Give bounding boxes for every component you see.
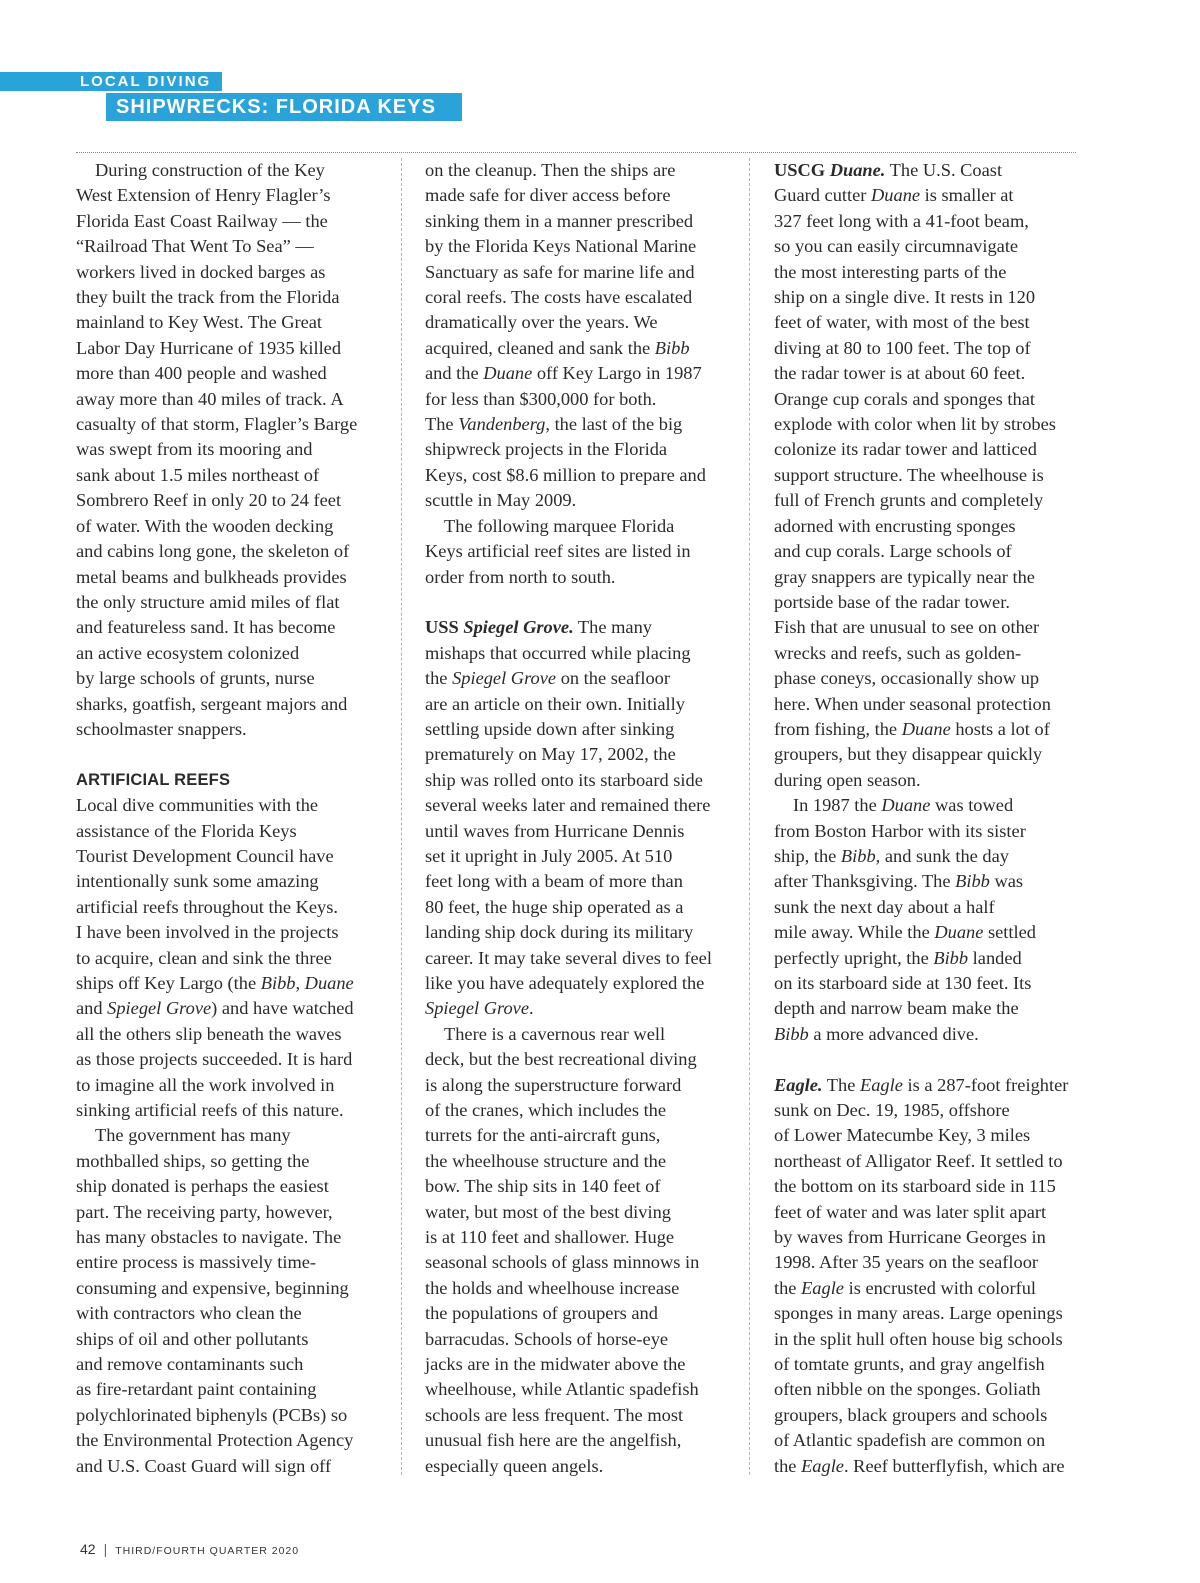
text-run: Spiegel Grove	[107, 998, 212, 1019]
text-run: Eagle	[801, 1277, 844, 1298]
text-line: on the cleanup. Then the ships are	[425, 160, 676, 180]
text-line: as fire-retardant paint containing	[76, 1379, 317, 1400]
text-run: The many	[573, 617, 652, 638]
text-line	[76, 996, 381, 1021]
text-line: set it upright in July 2005. At 510	[425, 845, 673, 866]
text-line: During construction of the Key	[95, 160, 325, 180]
text-line: the holds and wheelhouse increase	[425, 1277, 680, 1298]
text-line	[425, 666, 730, 691]
text-line: an active ecosystem colonized	[76, 642, 300, 663]
text-run: ships off Key Largo (the	[76, 972, 261, 993]
header-rule	[76, 152, 1076, 153]
text-line: Local dive communities with the	[76, 795, 319, 816]
text-line: bow. The ship sits in 140 feet of	[425, 1176, 661, 1197]
text-line: turrets for the anti-aircraft guns,	[425, 1125, 661, 1146]
text-line: ships of oil and other pollutants	[76, 1328, 309, 1349]
footer-separator: |	[103, 1541, 108, 1557]
text-line	[76, 971, 381, 996]
text-line: mishaps that occurred while placing	[425, 642, 691, 663]
text-line: they built the track from the Florida	[76, 287, 340, 308]
text-line: assistance of the Florida Keys	[76, 820, 297, 841]
text-line: mainland to Key West. The Great	[76, 312, 323, 333]
text-line: is along the superstructure forward	[425, 1074, 682, 1095]
text-run: is a 287-foot freighter	[902, 1074, 1069, 1095]
text-run: ) and have watched	[211, 998, 354, 1019]
text-line: was swept from its mooring and	[76, 439, 313, 460]
text-run: Duane	[881, 795, 931, 816]
text-line	[425, 615, 730, 640]
text-line: Sombrero Reef in only 20 to 24 feet	[76, 490, 342, 511]
text-line: Keys artificial reef sites are listed in	[425, 541, 691, 562]
text-line: to acquire, clean and sink the three	[76, 947, 332, 968]
text-run: , the last of the big	[545, 414, 683, 435]
text-line: diving at 80 to 100 feet. The top of	[774, 337, 1031, 358]
text-line: feet of water and was later split apart	[774, 1201, 1047, 1222]
text-line	[774, 1022, 1079, 1047]
text-line: deck, but the best recreational diving	[425, 1049, 697, 1070]
text-line: mothballed ships, so getting the	[76, 1150, 310, 1171]
text-line: away more than 40 miles of track. A	[76, 388, 344, 409]
paragraph-gap	[76, 742, 381, 767]
text-run: USCG	[774, 160, 830, 180]
text-line: to imagine all the work involved in	[76, 1074, 335, 1095]
text-line: depth and narrow beam make the	[774, 998, 1019, 1019]
text-run: the	[774, 1277, 802, 1298]
text-line: the Environmental Protection Agency	[76, 1430, 354, 1451]
text-run: Duane	[483, 363, 533, 384]
text-line: until waves from Hurricane Dennis	[425, 820, 685, 841]
column-divider	[401, 158, 402, 1475]
text-line: is at 110 feet and shallower. Huge	[425, 1227, 675, 1248]
text-line	[774, 946, 1079, 971]
text-line: dramatically over the years. We	[425, 312, 658, 333]
text-run: . Reef butterflyfish, which are	[843, 1455, 1065, 1476]
text-run: acquired, cleaned and sank the	[425, 337, 655, 358]
text-column-2	[425, 158, 730, 1479]
text-line: Keys, cost $8.6 million to prepare and	[425, 464, 706, 485]
text-line	[774, 1454, 1079, 1479]
text-line: jacks are in the midwater above the	[425, 1354, 686, 1375]
text-line: especially queen angels.	[425, 1455, 604, 1476]
text-line: so you can easily circumnavigate	[774, 236, 1019, 257]
text-line: of the cranes, which includes the	[425, 1100, 667, 1121]
text-line: like you have adequately explored the	[425, 972, 705, 993]
text-run: was towed	[930, 795, 1014, 816]
text-line: ship was rolled onto its starboard side	[425, 769, 703, 790]
text-run: Spiegel Grove	[425, 998, 530, 1019]
text-run: is smaller at	[920, 185, 1014, 206]
text-line: sunk the next day about a half	[774, 896, 995, 917]
text-line: sponges in many areas. Large openings	[774, 1303, 1063, 1324]
text-run: the	[774, 1455, 802, 1476]
text-line: prematurely on May 17, 2002, the	[425, 744, 676, 765]
text-line: and cabins long gone, the skeleton of	[76, 541, 350, 562]
text-line: northeast of Alligator Reef. It settled to	[774, 1150, 1063, 1171]
text-run: is encrusted with colorful	[843, 1277, 1037, 1298]
text-line: 327 feet long with a 41-foot beam,	[774, 210, 1029, 231]
text-line: 80 feet, the huge ship operated as a	[425, 896, 684, 917]
text-line: the bottom on its starboard side in 115	[774, 1176, 1056, 1197]
page-number: 42	[80, 1541, 96, 1557]
text-line	[774, 844, 1079, 869]
text-line: Sanctuary as safe for marine life and	[425, 261, 695, 282]
text-line: Tourist Development Council have	[76, 845, 334, 866]
text-line: intentionally sunk some amazing	[76, 871, 319, 892]
text-line: barracudas. Schools of horse-eye	[425, 1328, 669, 1349]
text-line: the radar tower is at about 60 feet.	[774, 363, 1026, 384]
text-run: Bibb	[955, 871, 990, 892]
text-line: feet of water, with most of the best	[774, 312, 1030, 333]
text-run: Spiegel Grove.	[463, 617, 574, 638]
text-line: groupers, but they disappear quickly	[774, 744, 1043, 765]
text-line: sharks, goatfish, sergeant majors and	[76, 693, 348, 714]
text-line: here. When under seasonal protection	[774, 693, 1051, 714]
text-run: Bibb	[654, 337, 690, 358]
text-line: consuming and expensive, beginning	[76, 1277, 349, 1298]
text-line: Florida East Coast Railway — the	[76, 210, 328, 231]
text-line: Labor Day Hurricane of 1935 killed	[76, 337, 342, 358]
text-line: full of French grunts and completely	[774, 490, 1044, 511]
text-line: sank about 1.5 miles northeast of	[76, 464, 320, 485]
text-column-1	[76, 158, 381, 1479]
text-run: .	[529, 998, 534, 1019]
text-line: Orange cup corals and sponges that	[774, 388, 1035, 409]
text-run: on the seafloor	[556, 668, 670, 689]
text-run: mile away. While the	[774, 922, 935, 943]
text-line: by large schools of grunts, nurse	[76, 668, 315, 689]
text-line: several weeks later and remained there	[425, 795, 711, 816]
text-column-3	[774, 158, 1079, 1479]
text-line: the populations of groupers and	[425, 1303, 658, 1324]
text-line: support structure. The wheelhouse is	[774, 464, 1044, 485]
text-line: schools are less frequent. The most	[425, 1404, 684, 1425]
text-line: in the split hull often house big schools	[774, 1328, 1063, 1349]
text-run: Vandenberg	[458, 414, 546, 435]
text-run: Duane	[901, 718, 951, 739]
text-line: There is a cavernous rear well	[444, 1023, 666, 1044]
text-line: of tomtate grunts, and gray angelfish	[774, 1354, 1045, 1375]
text-line: sinking artificial reefs of this nature.	[76, 1100, 344, 1121]
text-line: landing ship dock during its military	[425, 922, 694, 943]
text-run: Duane	[934, 922, 984, 943]
text-line: of Atlantic spadefish are common on	[774, 1430, 1046, 1451]
text-line: the wheelhouse structure and the	[425, 1150, 667, 1171]
text-line: schoolmaster snappers.	[76, 718, 247, 739]
text-line: made safe for diver access before	[425, 185, 671, 206]
text-run: The	[425, 414, 459, 435]
text-line: often nibble on the sponges. Goliath	[774, 1379, 1041, 1400]
text-line: more than 400 people and washed	[76, 363, 327, 384]
text-line: colonize its radar tower and latticed	[774, 439, 1037, 460]
text-line: settling upside down after sinking	[425, 718, 675, 739]
column-divider	[749, 158, 750, 1475]
text-line: portside base of the radar tower.	[774, 591, 1010, 612]
text-line: are an article on their own. Initially	[425, 693, 685, 714]
text-line: gray snappers are typically near the	[774, 566, 1035, 587]
text-line: on its starboard side at 130 feet. Its	[774, 973, 1032, 993]
text-line: career. It may take several dives to feel	[425, 947, 712, 968]
paragraph-gap	[774, 1047, 1079, 1072]
text-line: by the Florida Keys National Marine	[425, 236, 697, 257]
text-line: The government has many	[95, 1125, 291, 1146]
text-run: The U.S. Coast	[885, 160, 1003, 180]
text-run: Eagle	[860, 1074, 903, 1095]
text-run: and	[76, 998, 108, 1019]
text-line: from Boston Harbor with its sister	[774, 820, 1026, 841]
issue-date: THIRD/FOURTH QUARTER 2020	[115, 1545, 300, 1557]
text-line: wheelhouse, while Atlantic spadefish	[425, 1379, 699, 1400]
text-line: ship donated is perhaps the easiest	[76, 1176, 329, 1197]
text-line: and featureless sand. It has become	[76, 617, 336, 638]
text-line: and U.S. Coast Guard will sign off	[76, 1455, 332, 1476]
text-line: as those projects succeeded. It is hard	[76, 1049, 353, 1070]
text-run: In 1987 the	[793, 795, 882, 816]
text-line: entire process is massively time-	[76, 1252, 317, 1273]
text-line: sunk on Dec. 19, 1985, offshore	[774, 1100, 1010, 1121]
text-line: unusual fish here are the angelfish,	[425, 1430, 682, 1451]
text-line: seasonal schools of glass minnows in	[425, 1252, 700, 1273]
text-run: a more advanced dive.	[808, 1023, 979, 1044]
text-run: ship, the	[774, 845, 841, 866]
text-line: has many obstacles to navigate. The	[76, 1227, 342, 1248]
text-line: metal beams and bulkheads provides	[76, 566, 347, 587]
text-run: the	[425, 668, 453, 689]
text-run: landed	[968, 947, 1022, 968]
text-line: all the others slip beneath the waves	[76, 1023, 342, 1044]
text-run: from fishing, the	[774, 718, 902, 739]
text-run: Eagle.	[774, 1074, 823, 1095]
paragraph-gap	[425, 590, 730, 615]
text-line: coral reefs. The costs have escalated	[425, 287, 693, 308]
text-run: Duane	[871, 185, 921, 206]
text-run: and sunk the day	[880, 845, 1009, 866]
text-line: during open season.	[774, 769, 921, 790]
text-line: groupers, black groupers and schools	[774, 1404, 1048, 1425]
text-line: “Railroad That Went To Sea” —	[76, 236, 314, 257]
text-line: sinking them in a manner prescribed	[425, 210, 694, 231]
text-run: The	[822, 1074, 860, 1095]
text-line: the most interesting parts of the	[774, 261, 1007, 282]
text-line: and cup corals. Large schools of	[774, 541, 1012, 562]
text-line: of water. With the wooden decking	[76, 515, 334, 536]
text-line	[774, 1073, 1079, 1098]
section-heading: ARTIFICIAL REEFS	[76, 770, 231, 789]
text-run: was	[989, 871, 1024, 892]
text-line: Fish that are unusual to see on other	[774, 617, 1040, 638]
page-footer	[80, 1541, 299, 1559]
text-run: Bibb, Duane	[260, 972, 354, 993]
text-line: part. The receiving party, however,	[76, 1201, 333, 1222]
section-label: LOCAL DIVING	[0, 72, 222, 91]
text-run: USS	[425, 617, 464, 638]
text-run: settled	[983, 922, 1036, 943]
text-line	[425, 996, 730, 1021]
text-line: phase coneys, occasionally show up	[774, 668, 1040, 689]
text-line: artificial reefs throughout the Keys.	[76, 896, 338, 917]
text-line: The following marquee Florida	[444, 515, 675, 536]
text-line	[774, 717, 1079, 742]
text-run: Bibb,	[840, 845, 881, 866]
text-line: workers lived in docked barges as	[76, 261, 326, 282]
text-line: the only structure amid miles of flat	[76, 591, 340, 612]
text-line	[425, 361, 730, 386]
text-run: Bibb	[774, 1023, 809, 1044]
text-line: and remove contaminants such	[76, 1354, 304, 1375]
text-line	[774, 183, 1079, 208]
text-line: polychlorinated biphenyls (PCBs) so	[76, 1404, 348, 1425]
text-line: ship on a single dive. It rests in 120	[774, 287, 1036, 308]
text-line: shipwreck projects in the Florida	[425, 439, 668, 460]
text-line: adorned with encrusting sponges	[774, 515, 1016, 536]
text-line	[774, 920, 1079, 945]
text-line: of Lower Matecumbe Key, 3 miles	[774, 1125, 1031, 1146]
text-line: water, but most of the best diving	[425, 1201, 671, 1222]
text-run: Spiegel Grove	[452, 668, 557, 689]
text-line: with contractors who clean the	[76, 1303, 302, 1324]
article-title: SHIPWRECKS: FLORIDA KEYS	[106, 93, 462, 121]
text-line	[425, 336, 730, 361]
text-line	[774, 869, 1079, 894]
text-line: West Extension of Henry Flagler’s	[76, 185, 331, 206]
text-line: feet long with a beam of more than	[425, 871, 683, 892]
text-line: casualty of that storm, Flagler’s Barge	[76, 414, 358, 435]
text-line	[774, 158, 1079, 183]
text-run: Guard cutter	[774, 185, 872, 206]
text-line	[774, 793, 1079, 818]
text-line: 1998. After 35 years on the seafloor	[774, 1252, 1039, 1273]
text-run: hosts a lot of	[950, 718, 1050, 739]
text-line: for less than $300,000 for both.	[425, 388, 657, 409]
text-line: order from north to south.	[425, 566, 616, 587]
text-run: Eagle	[801, 1455, 844, 1476]
text-run: and the	[425, 363, 484, 384]
text-run: perfectly upright, the	[774, 947, 934, 968]
text-line: wrecks and reefs, such as golden-	[774, 642, 1022, 663]
text-line	[425, 412, 730, 437]
text-run: after Thanksgiving. The	[774, 871, 956, 892]
text-line: I have been involved in the projects	[76, 922, 339, 943]
text-run: Duane.	[829, 160, 886, 180]
text-line: explode with color when lit by strobes	[774, 414, 1056, 435]
text-line: by waves from Hurricane Georges in	[774, 1227, 1046, 1248]
text-run: Bibb	[933, 947, 969, 968]
text-line: scuttle in May 2009.	[425, 490, 577, 511]
text-line	[774, 1276, 1079, 1301]
text-run: off Key Largo in 1987	[532, 363, 702, 384]
